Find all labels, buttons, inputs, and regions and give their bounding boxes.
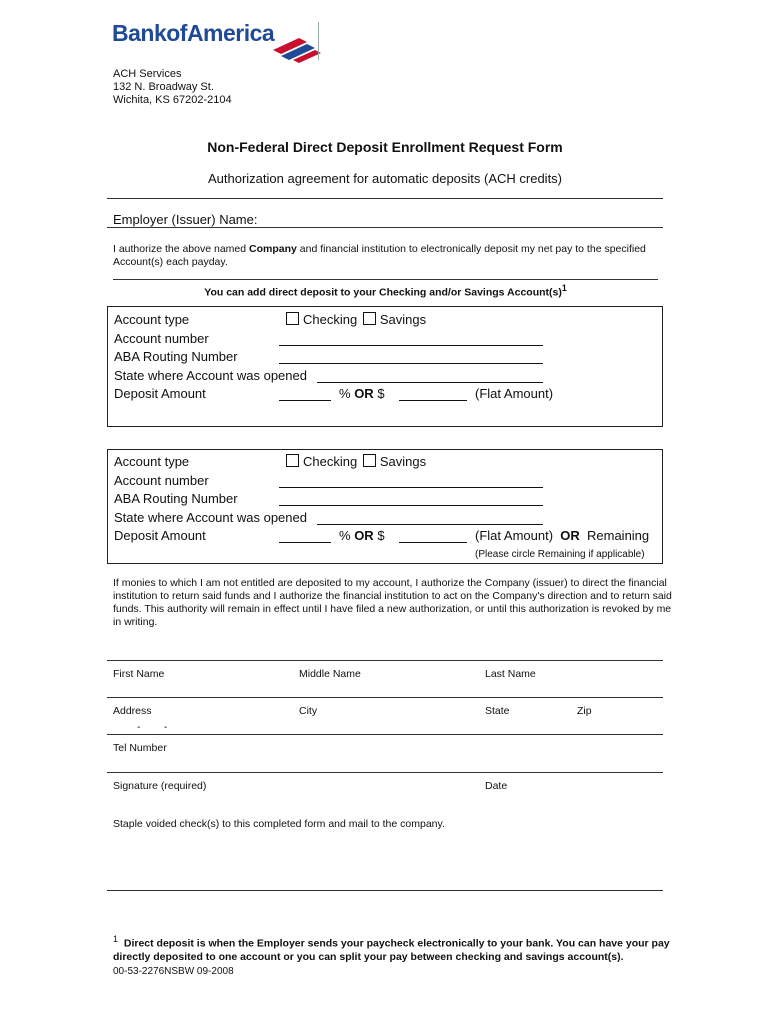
name-field-line[interactable]	[107, 697, 663, 698]
employer-label: Employer (Issuer) Name:	[113, 212, 258, 227]
footnote-text: Direct deposit is when the Employer sends your paycheck electronically to your bank. You can have your pay directly deposited to one account or you can split your pay between checking and savings account(s).	[113, 937, 670, 963]
bank-logo-text: BankofAmerica	[112, 20, 275, 46]
divider	[107, 198, 663, 199]
state-label: State	[485, 705, 510, 717]
divider	[107, 890, 663, 891]
add-deposit-text: You can add direct deposit to your Checking and/or Savings Account(s)	[204, 286, 562, 299]
divider	[113, 279, 658, 280]
percent-or-dollar	[339, 386, 385, 401]
authorize-pre: I authorize the above named	[113, 243, 250, 255]
flat-amount-label: (Flat Amount)	[475, 386, 554, 401]
logo-divider	[318, 22, 319, 60]
account-box-1	[107, 306, 663, 427]
zip-label: Zip	[577, 705, 592, 717]
checking-label: Checking	[303, 312, 358, 327]
flag-logo-icon	[271, 36, 323, 64]
flat-amount-label: (Flat Amount)	[475, 528, 554, 543]
footnote-marker: 1	[561, 283, 567, 293]
account-number-label: Account number	[114, 473, 209, 488]
aba-label: ABA Routing Number	[114, 491, 238, 506]
account-box-2	[107, 449, 663, 564]
footnote	[113, 933, 673, 964]
account-number-field[interactable]	[279, 487, 543, 488]
aba-field[interactable]	[279, 505, 543, 506]
flat-amount-field[interactable]	[399, 400, 467, 401]
savings-label: Savings	[379, 312, 427, 327]
signature-label: Signature (required)	[113, 780, 207, 792]
percent-field[interactable]	[279, 542, 331, 543]
footnote-number: 1	[113, 934, 119, 944]
state-opened-label: State where Account was opened	[114, 368, 307, 383]
savings-checkbox[interactable]	[363, 454, 376, 467]
account-type-label: Account type	[114, 454, 190, 469]
add-deposit-heading	[113, 283, 658, 299]
checking-checkbox[interactable]	[286, 312, 299, 325]
mail-instructions: Staple voided check(s) to this completed form and mail to the company.	[113, 818, 445, 830]
address-line-2: 132 N. Broadway St.	[113, 81, 214, 93]
first-name-label: First Name	[113, 668, 165, 680]
state-opened-label: State where Account was opened	[114, 510, 307, 525]
employer-name-field[interactable]	[107, 227, 663, 228]
or-text: OR	[560, 528, 580, 543]
account-number-field[interactable]	[279, 345, 543, 346]
address-line-1: ACH Services	[113, 68, 182, 80]
savings-label: Savings	[379, 454, 427, 469]
authorize-post: and financial institution to electronically deposit my net pay to the specified Account(s) each payday.	[113, 243, 646, 268]
aba-label: ABA Routing Number	[114, 349, 238, 364]
last-name-label: Last Name	[485, 668, 536, 680]
address-label: Address	[113, 705, 152, 717]
percent-sign: %	[339, 528, 351, 543]
checking-checkbox[interactable]	[286, 454, 299, 467]
city-label: City	[299, 705, 318, 717]
account-type-label: Account type	[114, 312, 190, 327]
form-code: 00-53-2276NSBW 09-2008	[113, 966, 234, 977]
flat-or-remaining	[475, 528, 649, 543]
deposit-amount-label: Deposit Amount	[114, 386, 206, 401]
tel-label: Tel Number	[113, 742, 167, 754]
form-subtitle: Authorization agreement for automatic deposits (ACH credits)	[207, 171, 563, 186]
refund-authorization-text: If monies to which I am not entitled are deposited to my account, I authorize the Company (issuer) to direct the financial institution to return said funds and I authorize the financial institution to act on the Company's direction and to return said funds. This authority will remain in effect until I have filed a new authorization, or until this authorization is revoked by me in writing.	[113, 577, 672, 628]
middle-name-label: Middle Name	[299, 668, 361, 680]
authorize-company: Company	[249, 243, 297, 255]
address-line-3: Wichita, KS 67202-2104	[113, 94, 232, 106]
dollar-sign: $	[377, 386, 385, 401]
state-opened-field[interactable]	[317, 524, 543, 525]
deposit-amount-label: Deposit Amount	[114, 528, 206, 543]
account-type-options	[286, 454, 426, 469]
date-label: Date	[485, 780, 508, 792]
circle-note: (Please circle Remaining if applicable)	[475, 549, 645, 560]
or-text: OR	[354, 528, 374, 543]
checking-label: Checking	[303, 454, 358, 469]
account-number-label: Account number	[114, 331, 209, 346]
flat-amount-field[interactable]	[399, 542, 467, 543]
dollar-sign: $	[377, 528, 385, 543]
form-title: Non-Federal Direct Deposit Enrollment Request Form	[207, 139, 563, 155]
percent-sign: %	[339, 386, 351, 401]
bank-address	[113, 68, 232, 107]
savings-checkbox[interactable]	[363, 312, 376, 325]
divider	[107, 660, 663, 661]
state-opened-field[interactable]	[317, 382, 543, 383]
tel-field-line[interactable]	[107, 772, 663, 773]
percent-or-dollar	[339, 528, 385, 543]
tel-dashes: - -	[137, 721, 168, 733]
or-text: OR	[354, 386, 374, 401]
aba-field[interactable]	[279, 363, 543, 364]
authorization-statement	[113, 243, 673, 269]
address-field-line[interactable]	[107, 734, 663, 735]
percent-field[interactable]	[279, 400, 331, 401]
remaining-option[interactable]: Remaining	[587, 528, 650, 543]
account-type-options	[286, 312, 426, 327]
